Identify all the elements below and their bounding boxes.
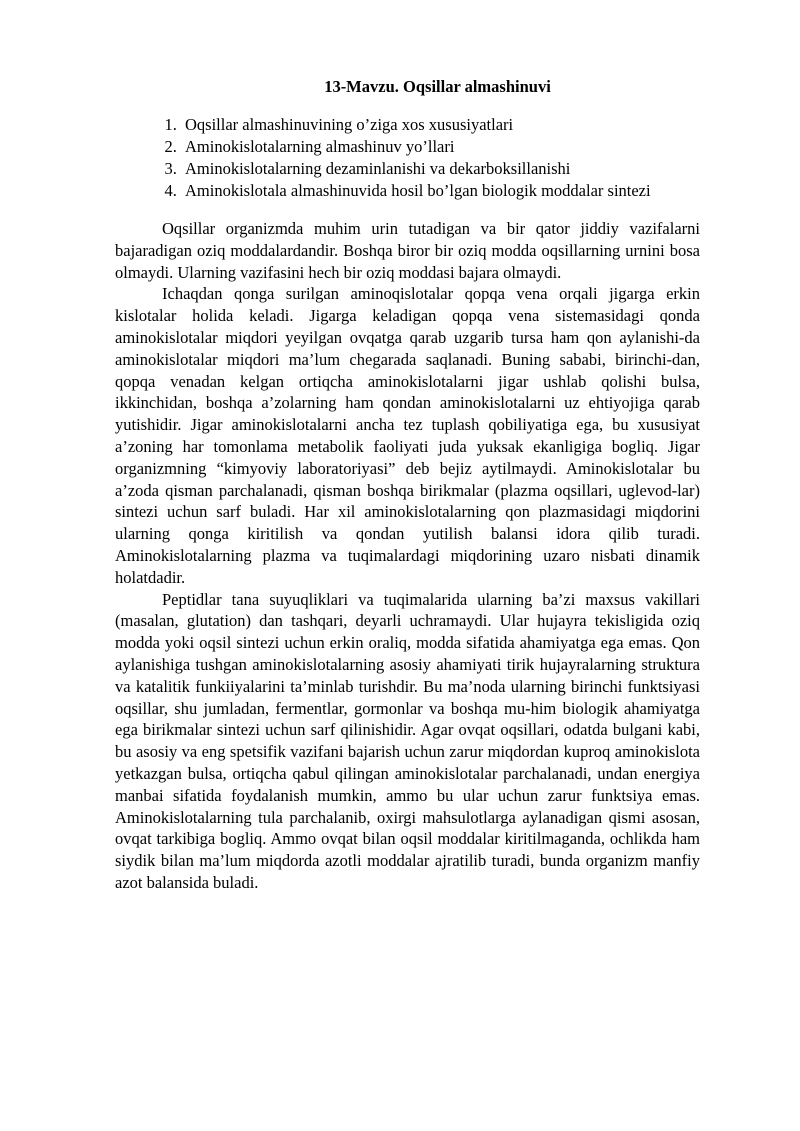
list-item: 3. Aminokislotalarning dezaminlanishi va dekarboksillanishi	[181, 158, 700, 180]
list-item: 4. Aminokislotala almashinuvida hosil bo’lgan biologik moddalar sintezi	[181, 180, 700, 202]
list-item: 1. Oqsillar almashinuvining o’ziga xos xususiyatlari	[181, 114, 700, 136]
document-page	[115, 76, 700, 894]
topics-list	[115, 114, 700, 202]
page-title: 13-Mavzu. Oqsillar almashinuvi	[324, 77, 551, 96]
paragraph-3: Peptidlar tana suyuqliklari va tuqimalarida ularning ba’zi maxsus vakillari (masalan, glutation) dan tashqari, deyarli uchramaydi. Ular hujayra tekisligida oziq modda yoki oqsil sintezi uchun erkin oraliq, modda sifatida ahamiyatga ega emas. Qon aylanishiga tushgan aminokislotalarning asosiy ahamiyati tirik hujayralarning struktura va katalitik funkiiyalarini ta’minlab turishdir. Bu ma’noda ularning birinchi funktsiyasi oqsillar, shu jumladan, fermentlar, gormonlar va boshqa mu-him biologik ahamiyatga ega birikmalar sintezi uchun sarf qilinishidir. Agar ovqat oqsillari, odatda bulgani kabi, bu asosiy va eng spetsifik vazifani bajarish uchun zarur miqdordan kuproq aminokislota yetkazgan bulsa, ortiqcha qabul qilingan aminokislotalar parchalanadi, undan energiya manbai sifatida foydalanish mumkin, ammo bu ular uchun zarur funktsiya emas. Aminokislotalarning tula parchalanib, oxirgi mahsulotlarga aylanadigan qismi asosan, ovqat tarkibiga bogliq. Ammo ovqat bilan oqsil moddalar kiritilmaganda, ochlikda ham siydik bilan ma’lum miqdorda azotli moddalar ajratilib turadi, bunda organizm manfiy azot balansida buladi.	[115, 589, 700, 892]
paragraph-1: Oqsillar organizmda muhim urin tutadigan va bir qator jiddiy vazifalarni bajaradigan oziq moddalardandir. Boshqa biror bir oziq modda oqsillarning urnini bosa olmaydi. Ularning vazifasini hech bir oziq moddasi bajara olmaydi.	[115, 219, 700, 282]
paragraph-2: Ichaqdan qonga surilgan aminoqislotalar qopqa vena orqali jigarga erkin kislotalar holida keladi. Jigarga keladigan qopqa vena sistemasidagi qonda aminokislotalar miqdori yeyilgan ovqatga qarab uzgarib tursa ham qon aylanishi-da aminokislotalar miqdori ma’lum chegarada saqlanadi. Buning sababi, birinchi-dan, qopqa venadan kelgan ortiqcha aminokislotalarni jigar ushlab qolishi bulsa, ikkinchidan, boshqa a’zolarning ham qondan aminokislotalarni uz ehtiyojiga qarab yutishidir. Jigar aminokislotalarni ancha tez tuplash qobiliyatiga ega, bu xususiyat a’zoning har tomonlama metabolik faoliyati juda yuksak ekanligiga bogliq. Jigar organizmning “kimyoviy laboratoriyasi” deb bejiz aytilmaydi. Aminokislotalar bu a’zoda qisman parchalanadi, qisman boshqa birikmalar (plazma oqsillari, uglevod-lar) sintezi uchun sarf buladi. Har xil aminokislotalarning qon plazmasidagi miqdorini ularning qonga kiritilish va qondan yutilish balansi idora qilib turadi. Aminokislotalarning plazma va tuqimalardagi miqdorining uzaro nisbati dinamik holatdadir.	[115, 284, 700, 587]
list-item: 2. Aminokislotalarning almashinuv yo’llari	[181, 136, 700, 158]
